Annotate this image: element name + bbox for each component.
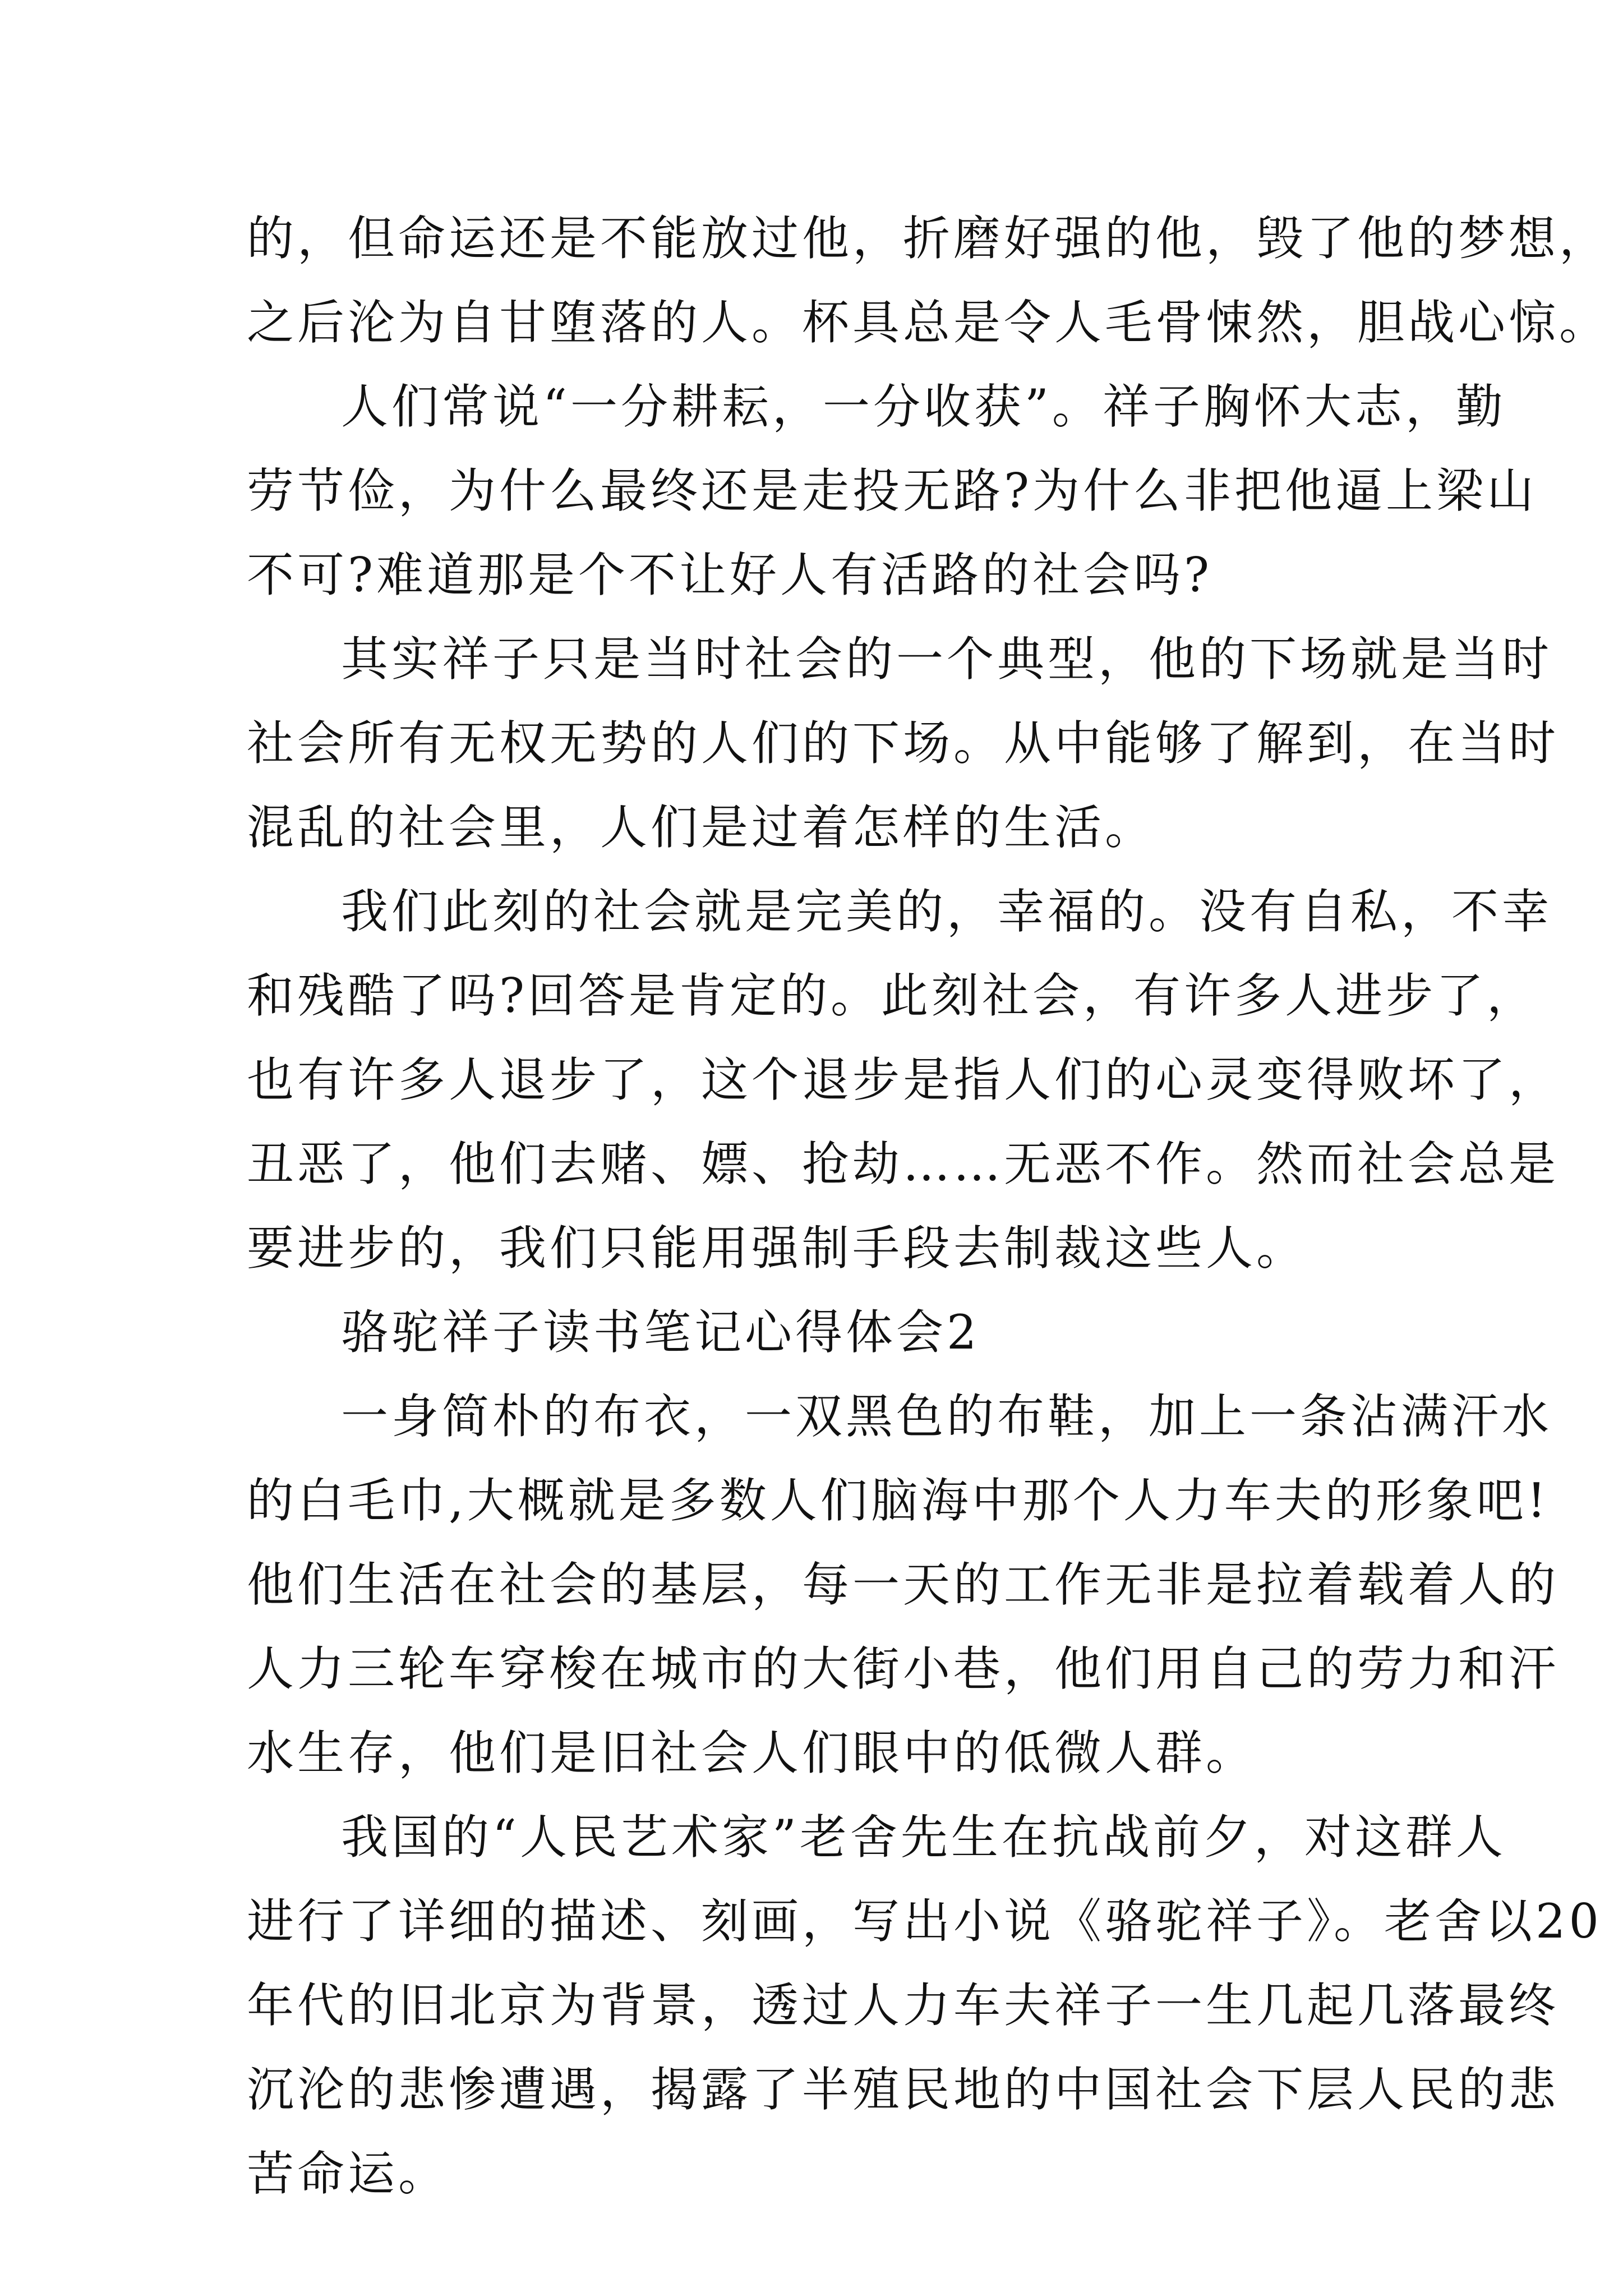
- text-line: 劳节俭，为什么最终还是走投无路?为什么非把他逼上梁山: [247, 463, 1538, 518]
- paragraph-start-line: 人们常说“一分耕耘，一分收获”。祥子胸怀大志，勤: [341, 379, 1506, 434]
- text-line: 苦命运。: [247, 2146, 449, 2201]
- text-line: 也有许多人退步了，这个退步是指人们的心灵变得败坏了，: [247, 1052, 1560, 1107]
- text-line: 和残酷了吗?回答是肯定的。此刻社会，有许多人进步了，: [247, 968, 1538, 1023]
- text-line: 年代的旧北京为背景，透过人力车夫祥子一生几起几落最终: [247, 1978, 1560, 2033]
- text-line: 他们生活在社会的基层，每一天的工作无非是拉着载着人的: [247, 1557, 1560, 1612]
- text-line: 混乱的社会里，人们是过着怎样的生活。: [247, 800, 1156, 855]
- text-line: 之后沦为自甘堕落的人。杯具总是令人毛骨悚然，胆战心惊。: [247, 295, 1610, 350]
- section-heading: 骆驼祥子读书笔记心得体会2: [341, 1305, 980, 1360]
- paragraph-start-line: 一身简朴的布衣，一双黑色的布鞋，加上一条沾满汗水: [341, 1389, 1553, 1444]
- text-line: 水生存，他们是旧社会人们眼中的低微人群。: [247, 1726, 1257, 1780]
- text-line: 不可?难道那是个不让好人有活路的社会吗?: [247, 547, 1213, 602]
- text-line: 丑恶了，他们去赌、嫖、抢劫……无恶不作。然而社会总是: [247, 1137, 1560, 1191]
- text-line: 沉沦的悲惨遭遇，揭露了半殖民地的中国社会下层人民的悲: [247, 2062, 1560, 2117]
- paragraph-start-line: 我国的“人民艺术家”老舍先生在抗战前夕，对这群人: [341, 1810, 1506, 1865]
- text-line: 进行了详细的描述、刻画，写出小说《骆驼祥子》。老舍以20: [247, 1894, 1602, 1949]
- paragraph-start-line: 其实祥子只是当时社会的一个典型，他的下场就是当时: [341, 632, 1553, 687]
- text-line: 的，但命运还是不能放过他，折磨好强的他，毁了他的梦想，: [247, 211, 1610, 266]
- paragraph-start-line: 我们此刻的社会就是完美的，幸福的。没有自私，不幸: [341, 884, 1553, 939]
- text-line: 社会所有无权无势的人们的下场。从中能够了解到，在当时: [247, 716, 1560, 771]
- text-line: 人力三轮车穿梭在城市的大街小巷，他们用自己的劳力和汗: [247, 1641, 1560, 1696]
- text-line: 要进步的，我们只能用强制手段去制裁这些人。: [247, 1221, 1307, 1276]
- text-line: 的白毛巾,大概就是多数人们脑海中那个人力车夫的形象吧!: [247, 1473, 1550, 1528]
- document-body: [247, 196, 1610, 2216]
